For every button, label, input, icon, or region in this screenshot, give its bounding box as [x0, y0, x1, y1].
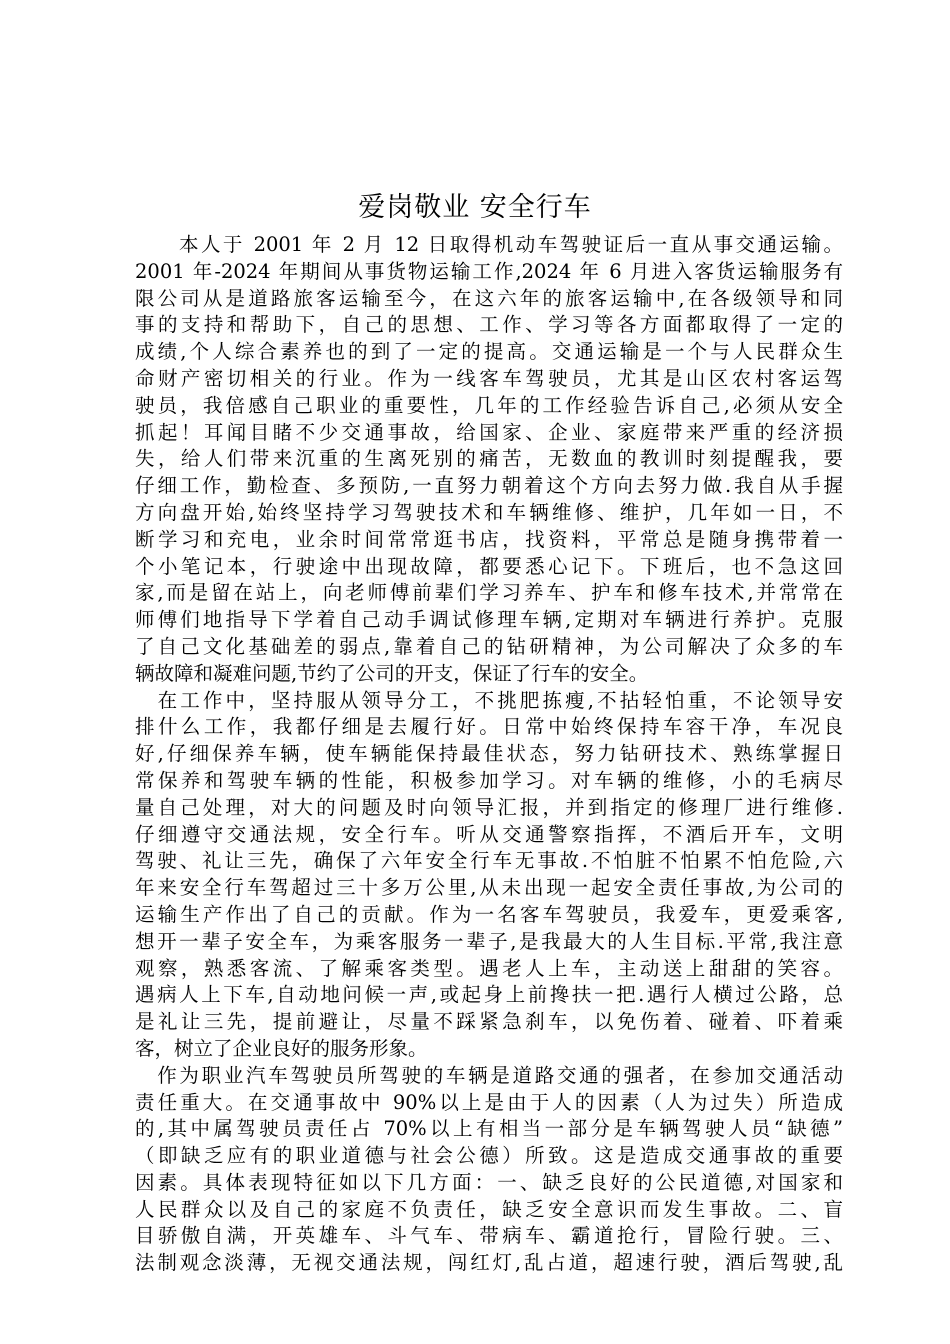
body-line: 驾驶、礼让三先，确保了六年安全行车无事故.不怕脏不怕累不怕危险,六 — [135, 849, 843, 873]
body-line: 遇病人上下车,自动地问候一声,或起身上前搀扶一把.遇行人横过公路，总 — [135, 983, 843, 1007]
document-title: 爱岗敬业 安全行车 — [358, 192, 592, 223]
body-line: 事的支持和帮助下，自己的思想、工作、学习等各方面都取得了一定的 — [135, 313, 843, 337]
body-line: 了自己文化基础差的弱点,靠着自己的钻研精神，为公司解决了众多的车 — [135, 634, 843, 658]
body-line: 量自己处理，对大的问题及时向领导汇报，并到指定的修理厂进行维修. — [135, 795, 843, 819]
body-line: 辆故障和凝难问题,节约了公司的开支，保证了行车的安全。 — [135, 661, 649, 685]
body-line: 命财产密切相关的行业。作为一线客车驾驶员，尤其是山区农村客运驾 — [135, 366, 843, 390]
body-line: 法制观念淡薄，无视交通法规，闯红灯,乱占道，超速行驶，酒后驾驶,乱 — [135, 1251, 843, 1275]
body-line: 断学习和充电，业余时间常常逛书店，找资料，平常总是随身携带着一 — [135, 527, 843, 551]
body-line: 年来安全行车驾超过三十多万公里,从未出现一起安全责任事故,为公司的 — [135, 876, 843, 900]
body-line: 驶员，我倍感自己职业的重要性，几年的工作经验告诉自己,必须从安全 — [135, 393, 843, 417]
body-line: 的,其中属驾驶员责任占 70%以上有相当一部分是车辆驾驶人员“缺德” — [135, 1117, 843, 1141]
body-line: 失，给人们带来沉重的生离死别的痛苦，无数血的教训时刻提醒我，要 — [135, 447, 843, 471]
body-line: 客，树立了企业良好的服务形象。 — [135, 1036, 428, 1060]
body-line: 本人于 2001 年 2 月 12 日取得机动车驾驶证后一直从事交通运输。 — [135, 233, 843, 256]
body-line: 成绩,个人综合素养也的到了一定的提高。交通运输是一个与人民群众生 — [135, 340, 843, 364]
body-line: 责任重大。在交通事故中 90%以上是由于人的因素（人为过失）所造成 — [135, 1090, 843, 1114]
body-line: 想开一辈子安全车，为乘客服务一辈子,是我最大的人生目标.平常,我注意 — [135, 929, 843, 953]
body-line: 家,而是留在站上，向老师傅前辈们学习养车、护车和修车技术,并常常在 — [135, 581, 843, 605]
body-line: （即缺乏应有的职业道德与社会公德）所致。这是造成交通事故的重要 — [135, 1144, 843, 1168]
body-line: 在工作中，坚持服从领导分工，不挑肥拣瘦,不拈轻怕重，不论领导安 — [135, 688, 843, 712]
body-line: 是礼让三先，提前避让，尽量不踩紧急刹车，以免伤着、碰着、吓着乘 — [135, 1010, 843, 1034]
body-line: 仔细遵守交通法规，安全行车。听从交通警察指挥，不酒后开车，文明 — [135, 822, 843, 846]
body-line: 方向盘开始,始终坚持学习驾驶技术和车辆维修、维护，几年如一日，不 — [135, 500, 843, 524]
body-line: 观察，熟悉客流、了解乘客类型。遇老人上车，主动送上甜甜的笑容。 — [135, 956, 843, 980]
body-line: 目骄傲自满，开英雄车、斗气车、带病车、霸道抢行，冒险行驶。三、 — [135, 1224, 843, 1248]
body-line: 好,仔细保养车辆，使车辆能保持最佳状态，努力钻研技术、熟练掌握日 — [135, 742, 843, 766]
body-line: 抓起！耳闻目睹不少交通事故，给国家、企业、家庭带来严重的经济损 — [135, 420, 843, 444]
body-line: 仔细工作，勤检查、多预防,一直努力朝着这个方向去努力做.我自从手握 — [135, 474, 843, 498]
body-line: 因素。具体表现特征如以下几方面：一、缺乏良好的公民道德,对国家和 — [135, 1170, 843, 1194]
body-line: 限公司从是道路旅客运输至今，在这六年的旅客运输中,在各级领导和同 — [135, 286, 843, 310]
body-line: 师傅们地指导下学着自己动手调试修理车辆,定期对车辆进行养护。克服 — [135, 608, 843, 632]
document-body — [135, 232, 843, 1277]
body-line: 运输生产作出了自己的贡献。作为一名客车驾驶员，我爱车，更爱乘客, — [135, 902, 843, 926]
body-line: 个小笔记本，行驶途中出现故障，都要悉心记下。下班后，也不急这回 — [135, 554, 843, 578]
body-line: 常保养和驾驶车辆的性能，积极参加学习。对车辆的维修，小的毛病尽 — [135, 768, 843, 792]
body-line: 作为职业汽车驾驶员所驾驶的车辆是道路交通的强者，在参加交通活动 — [135, 1063, 843, 1087]
body-line: 排什么工作，我都仔细是去履行好。日常中始终保持车容干净，车况良 — [135, 715, 843, 739]
body-line: 2001 年-2024 年期间从事货物运输工作,2024 年 6 月进入客货运输服务有 — [135, 259, 843, 283]
body-line: 人民群众以及自己的家庭不负责任，缺乏安全意识而发生事故。二、盲 — [135, 1197, 843, 1221]
